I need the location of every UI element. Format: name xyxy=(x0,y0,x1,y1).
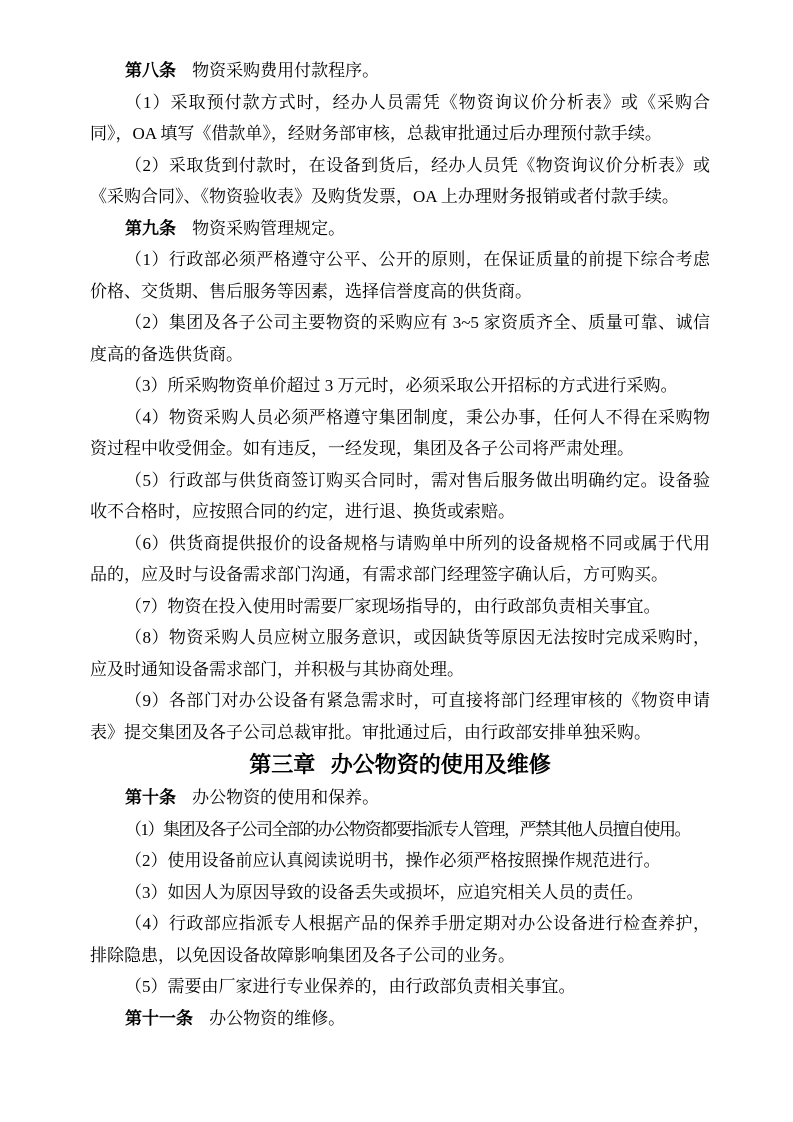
article-9-item-3: （3）所采购物资单价超过 3 万元时，必须采取公开招标的方式进行采购。 xyxy=(125,376,678,395)
article-11-heading xyxy=(90,1003,710,1035)
article-10-heading xyxy=(90,782,710,814)
article-11-label: 第十一条 xyxy=(125,1008,193,1028)
article-9-item-4: （4）物资采购人员必须严格遵守集团制度，秉公办事，任何人不得在采购物资过程中收受佣金。如有违反，一经发现，集团及各子公司将严肃处理。 xyxy=(90,407,710,458)
article-9-item-7: （7）物资在投入使用时需要厂家现场指导的，由行政部负责相关事宜。 xyxy=(125,596,661,616)
article-9-item-1: （1）行政部必须严格遵守公平、公开的原则，在保证质量的前提下综合考虑价格、交货期、售后服务等因素，选择信誉度高的供货商。 xyxy=(90,250,710,301)
chapter-3-label: 第三章 xyxy=(249,752,316,777)
article-9-item-9: （9）各部门对办公设备有紧急需求时，可直接将部门经理审核的《物资申请表》提交集团及各子公司总裁审批。审批通过后，由行政部安排单独采购。 xyxy=(90,691,710,742)
article-8-item-1: （1）采取预付款方式时，经办人员需凭《物资询议价分析表》或《采购合同》，OA 填写《借款单》，经财务部审核，总裁审批通过后办理预付款手续。 xyxy=(90,92,710,143)
article-10-title: 办公物资的使用和保养。 xyxy=(192,788,380,807)
article-11-title: 办公物资的维修。 xyxy=(209,1008,346,1028)
article-9-item-6: （6）供货商提供报价的设备规格与请购单中所列的设备规格不同或属于代用品的，应及时与设备需求部门沟通，有需求部门经理签字确认后，方可购买。 xyxy=(90,533,710,584)
article-9-item-8: （8）物资采购人员应树立服务意识，或因缺货等原因无法按时完成采购时，应及时通知设备需求部门，并积极与其协商处理。 xyxy=(90,628,710,679)
document-body xyxy=(90,55,710,1034)
article-8-label: 第八条 xyxy=(125,61,176,80)
article-8-heading xyxy=(90,55,710,87)
article-10-item-2: （2）使用设备前应认真阅读说明书，操作必须严格按照操作规范进行。 xyxy=(125,851,661,870)
article-9-item-5: （5）行政部与供货商签订购买合同时，需对售后服务做出明确约定。设备验收不合格时，应按照合同的约定，进行退、换货或索赔。 xyxy=(90,470,710,521)
article-8-item-2: （2）采取货到付款时，在设备到货后，经办人员凭《物资询议价分析表》或《采购合同》、《物资验收表》及购货发票，OA 上办理财务报销或者付款手续。 xyxy=(90,155,710,206)
article-10-item-1: （1）集团及各子公司全部的办公物资都要指派专人管理，严禁其他人员擅自使用。 xyxy=(125,819,690,839)
article-8-title: 物资采购费用付款程序。 xyxy=(192,61,380,80)
article-9-item-2: （2）集团及各子公司主要物资的采购应有 3~5 家资质齐全、质量可靠、诚信度高的备选供货商。 xyxy=(90,313,710,364)
article-10-label: 第十条 xyxy=(125,788,176,807)
article-10-item-3: （3）如因人为原因导致的设备丢失或损坏，应追究相关人员的责任。 xyxy=(125,882,644,902)
article-9-title: 物资采购管理规定。 xyxy=(192,218,346,238)
article-10-item-4: （4）行政部应指派专人根据产品的保养手册定期对办公设备进行检查养护，排除隐患，以免因设备故障影响集团及各子公司的业务。 xyxy=(90,914,710,965)
chapter-3-heading xyxy=(90,748,710,782)
chapter-3-title: 办公物资的使用及维修 xyxy=(330,752,551,777)
article-9-heading xyxy=(90,213,710,245)
article-10-item-5: （5）需要由厂家进行专业保养的，由行政部负责相关事宜。 xyxy=(125,977,576,996)
article-9-label: 第九条 xyxy=(125,218,176,238)
